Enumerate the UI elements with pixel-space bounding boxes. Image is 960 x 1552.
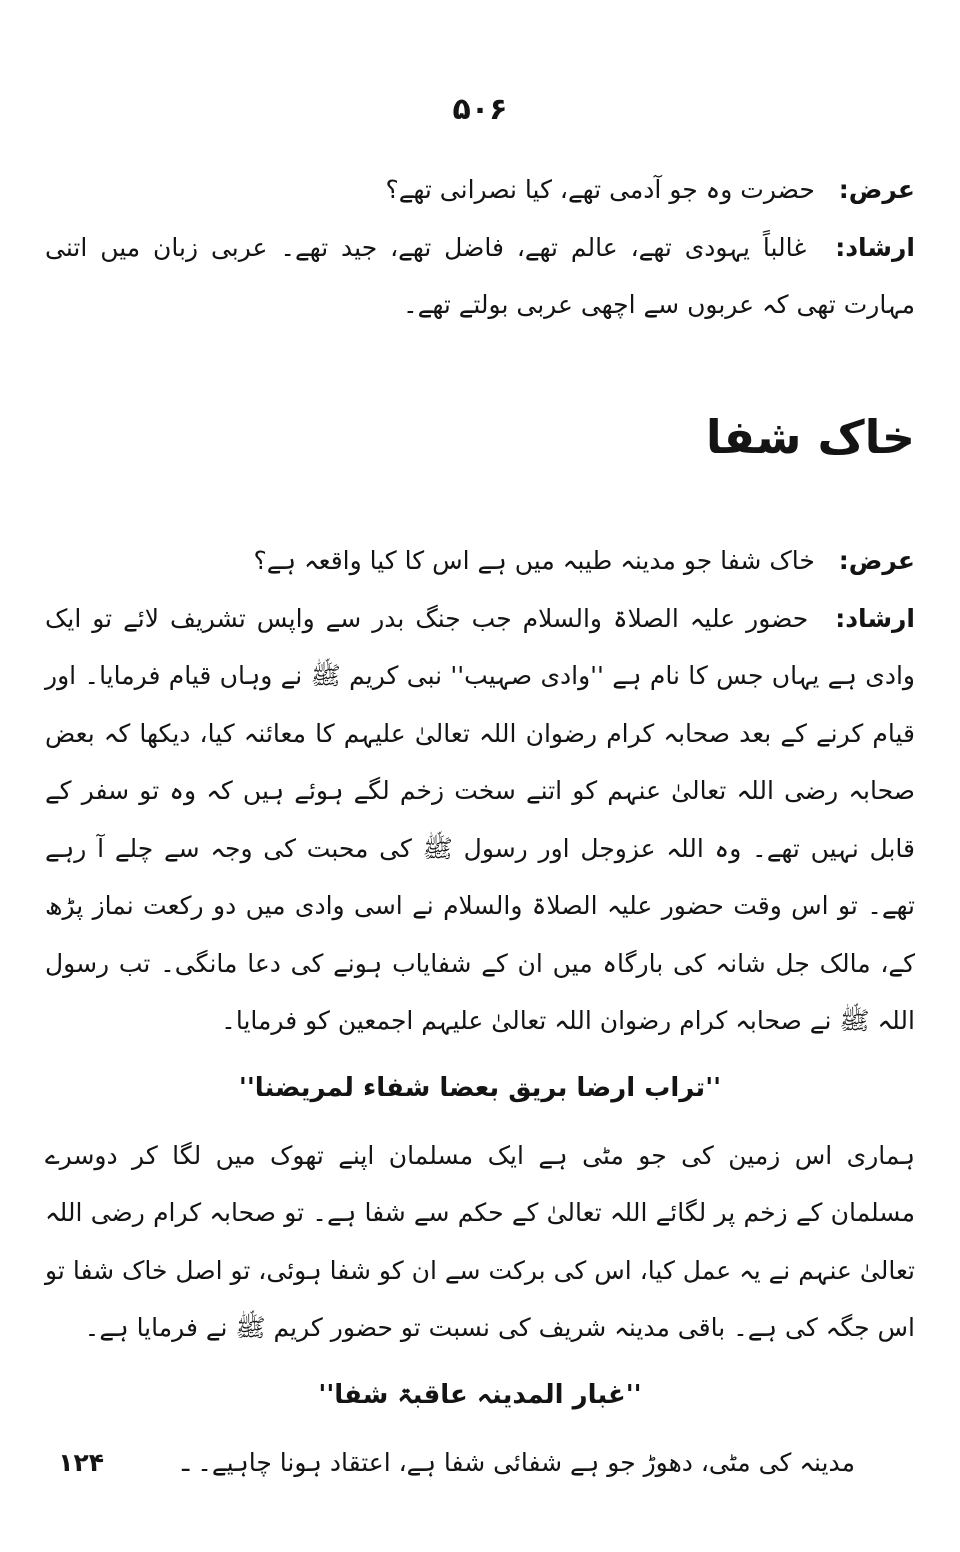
question-label: عرض: [838, 175, 915, 204]
qa-block-nasrani [45, 161, 915, 334]
answer-text: حضور علیہ الصلاۃ والسلام جب جنگ بدر سے واپس تشریف لائے تو ایک وادی ہے یہاں جس کا نام ہے ''وادی صہیب'' نبی کریم ﷺ نے وہاں قیام فرمایا۔ اور قیام کرنے کے بعد صحابہ کرام رضوان اللہ تعالیٰ علیہم کا معائنہ کیا، دیکھا کہ بعض صحابہ رضی اللہ تعالیٰ عنہم کو اتنے سخت زخم لگے ہوئے ہیں کہ وہ تو سفر کے قابل نہیں تھے۔ وہ اللہ عزوجل اور رسول ﷺ کی محبت کی وجہ سے چلے آ رہے تھے۔ تو اس وقت حضور علیہ الصلاۃ والسلام نے اسی وادی میں دو رکعت نماز پڑھ کے، مالک جل شانہ کی بارگاہ میں ان کے شفایاب ہونے کی دعا مانگی۔ تب رسول اللہ ﷺ نے صحابہ کرام رضوان اللہ تعالیٰ علیہم اجمعین کو فرمایا۔ [45, 603, 915, 1036]
reference-number: ۱۲۴ [58, 1447, 105, 1477]
answer-row [45, 219, 915, 334]
answer-text: غالباً یہودی تھے، عالم تھے، فاضل تھے، جید تھے۔ عربی زبان میں اتنی مہارت تھی کہ عربوں سے اچھی عربی بولتے تھے۔ [45, 232, 915, 319]
question-row [45, 532, 915, 590]
question-text: حضرت وہ جو آدمی تھے، کیا نصرانی تھے؟ [385, 175, 815, 204]
closing-line [45, 1434, 915, 1492]
explanation-paragraph: ہماری اس زمین کی جو مٹی ہے ایک مسلمان اپنے تھوک میں لگا کر دوسرے مسلمان کے زخم پر لگائے اللہ تعالیٰ کے حکم سے شفا ہے۔ تو صحابہ کرام رضی اللہ تعالیٰ عنہم نے یہ عمل کیا، اس کی برکت سے ان کو شفا ہوئی، تو اصل خاک شفا تو اس جگہ کی ہے۔ باقی مدینہ شریف کی نسبت تو حضور کریم ﷺ نے فرمایا ہے۔ [45, 1140, 915, 1343]
question-text: خاک شفا جو مدینہ طیبہ میں ہے اس کا کیا واقعہ ہے؟ [253, 546, 815, 576]
answer-row [45, 590, 915, 1050]
question-row [45, 161, 915, 219]
arabic-quote-turab: ''تراب ارضا بریق بعضا شفاء لمریضنا'' [238, 1072, 722, 1103]
question-label: عرض: [838, 546, 915, 576]
page-number: ۵۰۶ [452, 92, 508, 127]
closing-text: مدینہ کی مٹی، دھوڑ جو ہے شفائی شفا ہے، اعتقاد ہونا چاہیے۔ ـ [182, 1447, 855, 1477]
answer-label: ارشاد: [835, 232, 915, 262]
section-heading-khak-shifa: خاک شفا [705, 409, 915, 464]
answer-label: ارشاد: [835, 603, 915, 633]
qa-block-khak-shifa [45, 532, 915, 1050]
arabic-quote-ghubar: ''غبار المدینہ عاقبۃ شفا'' [318, 1379, 642, 1410]
